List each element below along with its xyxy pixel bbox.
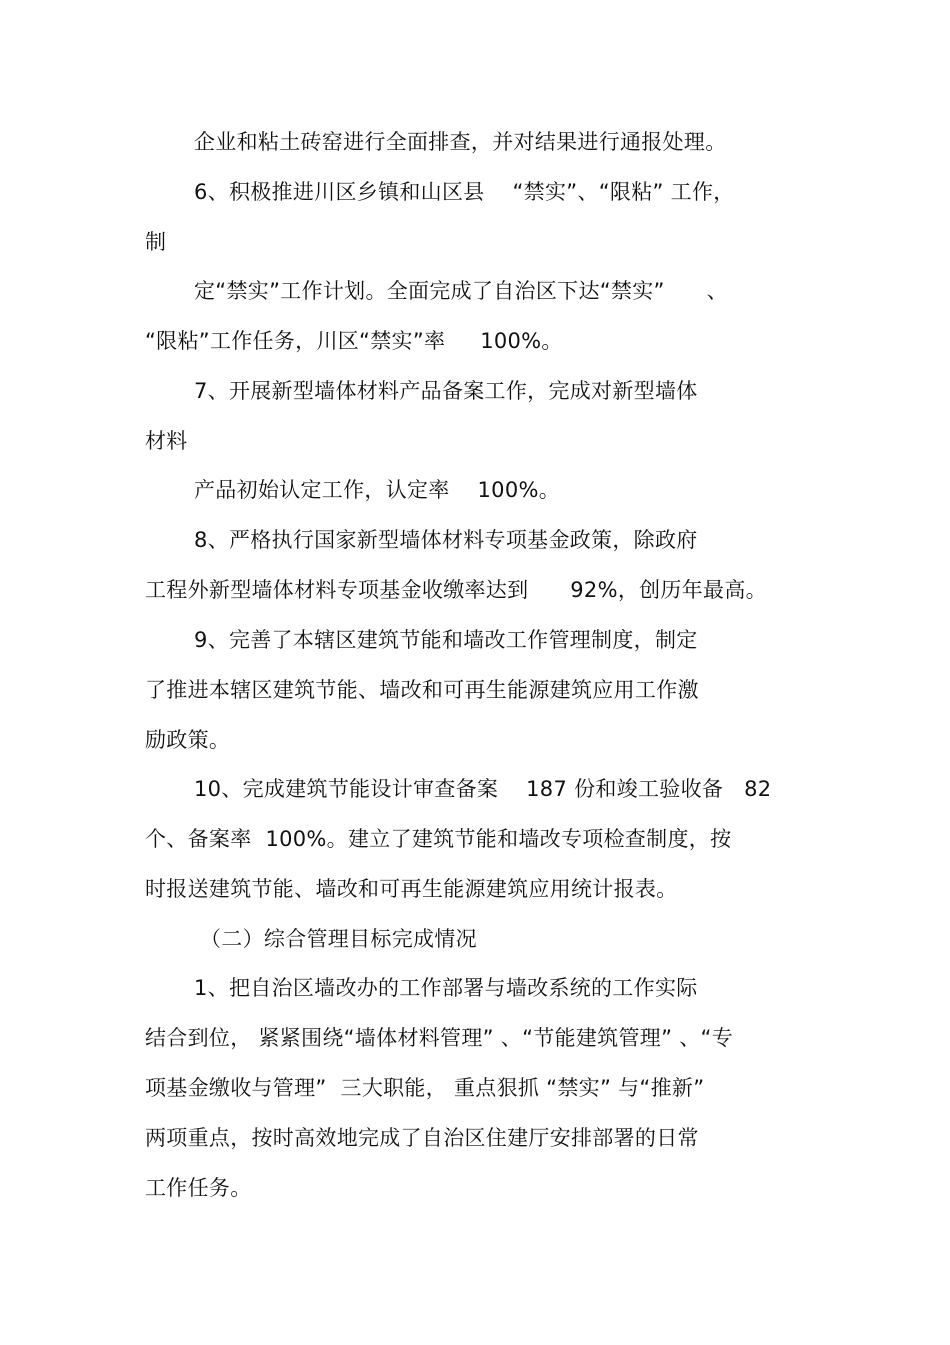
text-line: 6、积极推进川区乡镇和山区县 “禁实”、“限粘” 工作，	[194, 180, 735, 204]
text-line: 1、把自治区墙改办的工作部署与墙改系统的工作实际	[194, 976, 698, 1000]
text-line: 9、完善了本辖区建筑节能和墙改工作管理制度，制定	[194, 628, 698, 652]
text-line: 材料	[145, 429, 188, 453]
text-line: 工程外新型墙体材料专项基金收缴率达到 92%，创历年最高。	[145, 578, 767, 602]
text-line: 结合到位， 紧紧围绕“墙体材料管理” 、“节能建筑管理” 、“专	[145, 1026, 734, 1050]
section-heading: （二）综合管理目标完成情况	[200, 927, 477, 951]
text-line: 8、严格执行国家新型墙体材料专项基金政策，除政府	[194, 528, 698, 552]
text-line: 项基金缴收与管理” 三大职能， 重点狠抓 “禁实” 与“推新”	[145, 1076, 705, 1100]
text-line: 了推进本辖区建筑节能、墙改和可再生能源建筑应用工作激	[145, 678, 699, 702]
text-line: 个、备案率 100%。建立了建筑节能和墙改专项检查制度，按	[145, 827, 732, 851]
text-line: 定“禁实”工作计划。全面完成了自治区下达“禁实” 、	[194, 279, 728, 303]
text-line: 制	[145, 230, 167, 254]
text-line: 7、开展新型墙体材料产品备案工作，完成对新型墙体	[194, 379, 698, 403]
text-line: 企业和粘土砖窑进行全面排查，并对结果进行通报处理。	[194, 130, 727, 154]
text-line: 时报送建筑节能、墙改和可再生能源建筑应用统计报表。	[145, 877, 678, 901]
text-line: “限粘”工作任务，川区“禁实”率 100%。	[145, 329, 563, 353]
text-line: 产品初始认定工作，认定率 100%。	[194, 478, 561, 502]
text-line: 励政策。	[145, 728, 231, 752]
text-line: 工作任务。	[145, 1176, 252, 1200]
text-line: 两项重点，按时高效地完成了自治区住建厅安排部署的日常	[145, 1126, 699, 1150]
text-line: 10、完成建筑节能设计审查备案 187 份和竣工验收备 82	[194, 777, 772, 801]
